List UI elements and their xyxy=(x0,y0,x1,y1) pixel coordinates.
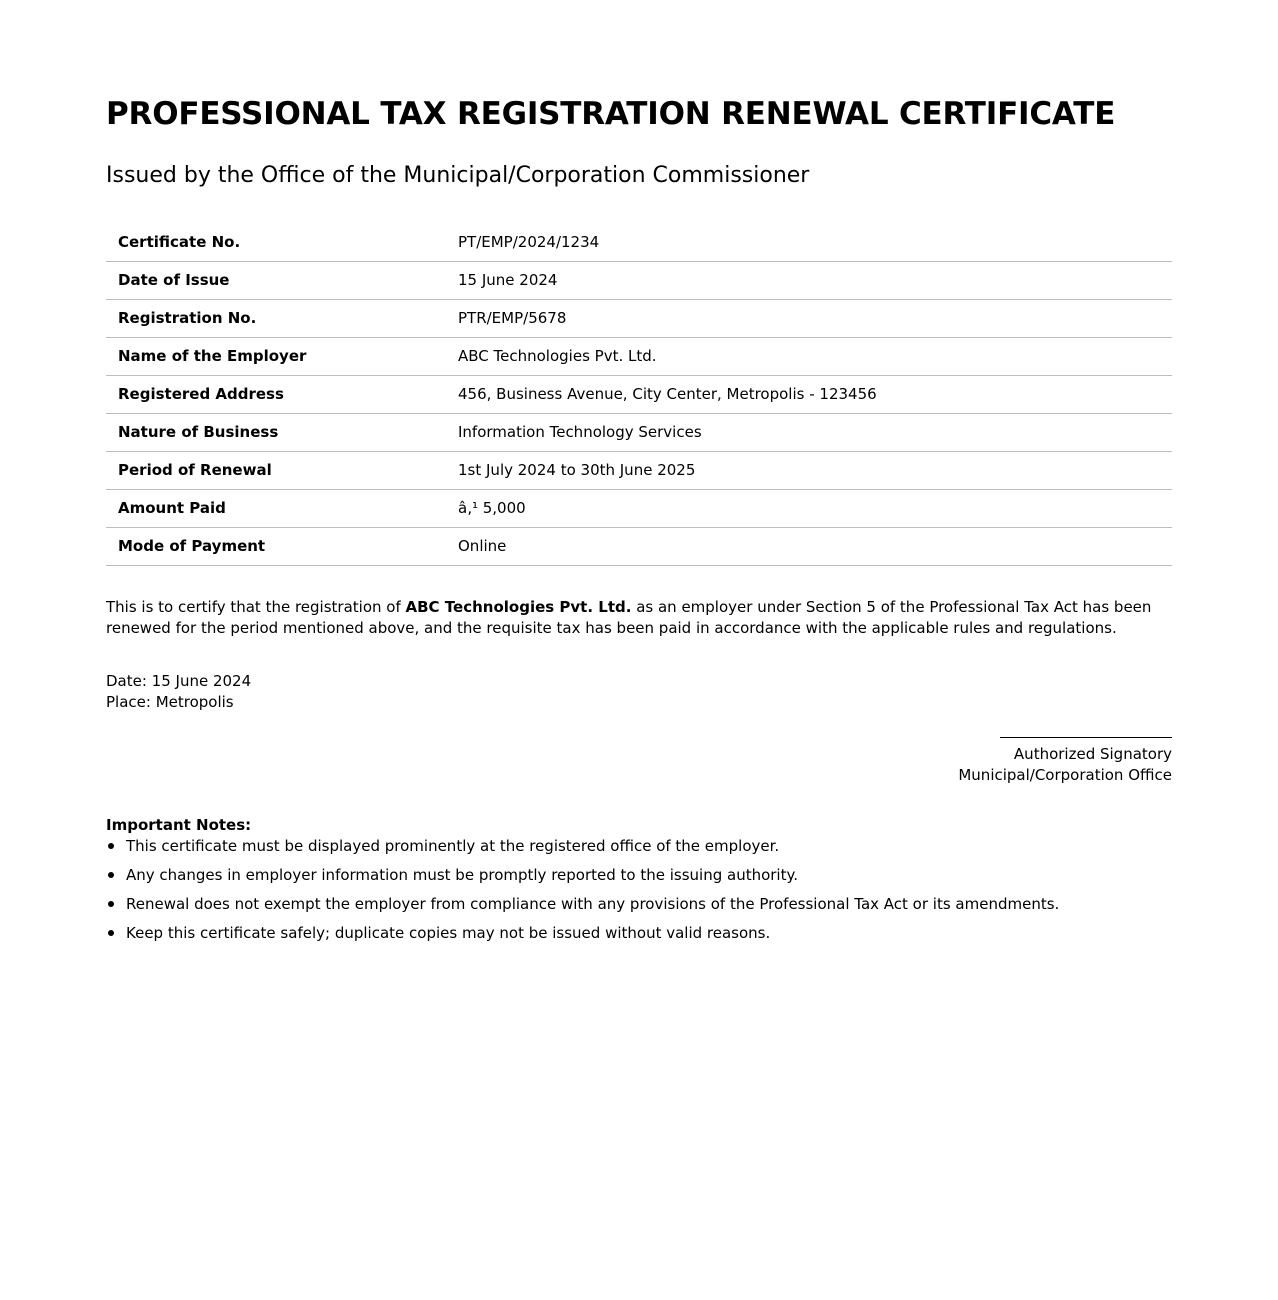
detail-value: â‚¹ 5,000 xyxy=(458,499,526,517)
table-row xyxy=(106,413,1172,451)
table-row xyxy=(106,451,1172,489)
detail-label: Date of Issue xyxy=(118,271,230,289)
certification-suffix: as an employer under Section 5 of the Professional Tax Act has been renewed for the period mentioned above, and the requisite tax has been paid in accordance with the applicable rules and regulations. xyxy=(106,598,1152,637)
table-row xyxy=(106,337,1172,375)
detail-label: Nature of Business xyxy=(118,423,279,441)
table-row xyxy=(106,527,1172,565)
notes-list xyxy=(106,836,1059,944)
bullet-icon xyxy=(108,872,114,878)
page-subtitle: Issued by the Office of the Municipal/Corporation Commissioner xyxy=(106,163,810,188)
table-row xyxy=(106,223,1172,261)
certificate-details-table xyxy=(106,223,1172,566)
bullet-icon xyxy=(108,930,114,936)
list-item xyxy=(106,865,1059,886)
signature-line xyxy=(1000,717,1172,738)
detail-value: PT/EMP/2024/1234 xyxy=(458,232,600,251)
bullet-icon xyxy=(108,901,114,907)
important-notes xyxy=(106,815,1059,952)
list-item xyxy=(106,923,1059,944)
signature-block xyxy=(958,717,1172,786)
detail-value: Online xyxy=(458,537,507,555)
list-item xyxy=(106,894,1059,915)
detail-label: Amount Paid xyxy=(118,499,226,517)
issue-place: Place: Metropolis xyxy=(106,693,234,711)
certification-prefix: This is to certify that the registration of xyxy=(106,598,406,616)
table-row xyxy=(106,375,1172,413)
certification-employer-name: ABC Technologies Pvt. Ltd. xyxy=(405,598,632,616)
certification-statement xyxy=(106,597,1172,639)
detail-value: 456, Business Avenue, City Center, Metropolis - 123456 xyxy=(458,385,877,403)
detail-label: Mode of Payment xyxy=(118,537,266,555)
table-row xyxy=(106,261,1172,299)
detail-label: Certificate No. xyxy=(118,232,241,251)
signatory-office: Municipal/Corporation Office xyxy=(958,766,1172,784)
detail-label: Registered Address xyxy=(118,385,284,403)
bullet-icon xyxy=(108,843,114,849)
detail-value: ABC Technologies Pvt. Ltd. xyxy=(458,347,657,365)
note-text: Keep this certificate safely; duplicate copies may not be issued without valid reasons. xyxy=(126,924,771,942)
detail-value: Information Technology Services xyxy=(458,423,702,441)
detail-label: Period of Renewal xyxy=(118,461,272,479)
issue-date: Date: 15 June 2024 xyxy=(106,672,252,690)
note-text: Any changes in employer information must be promptly reported to the issuing authority. xyxy=(126,866,798,884)
signatory-title: Authorized Signatory xyxy=(1013,745,1172,763)
page-title: PROFESSIONAL TAX REGISTRATION RENEWAL CERTIFICATE xyxy=(106,96,1116,132)
detail-label: Registration No. xyxy=(118,309,257,327)
issue-meta xyxy=(106,671,251,713)
note-text: This certificate must be displayed prominently at the registered office of the employer. xyxy=(126,837,780,855)
table-row xyxy=(106,299,1172,337)
detail-value: PTR/EMP/5678 xyxy=(458,309,567,327)
list-item xyxy=(106,836,1059,857)
note-text: Renewal does not exempt the employer from compliance with any provisions of the Professional Tax Act or its amendments. xyxy=(126,895,1060,913)
table-row xyxy=(106,489,1172,527)
detail-label: Name of the Employer xyxy=(118,347,307,365)
detail-value: 15 June 2024 xyxy=(458,271,558,289)
notes-title: Important Notes: xyxy=(106,816,252,834)
detail-value: 1st July 2024 to 30th June 2025 xyxy=(458,461,696,479)
